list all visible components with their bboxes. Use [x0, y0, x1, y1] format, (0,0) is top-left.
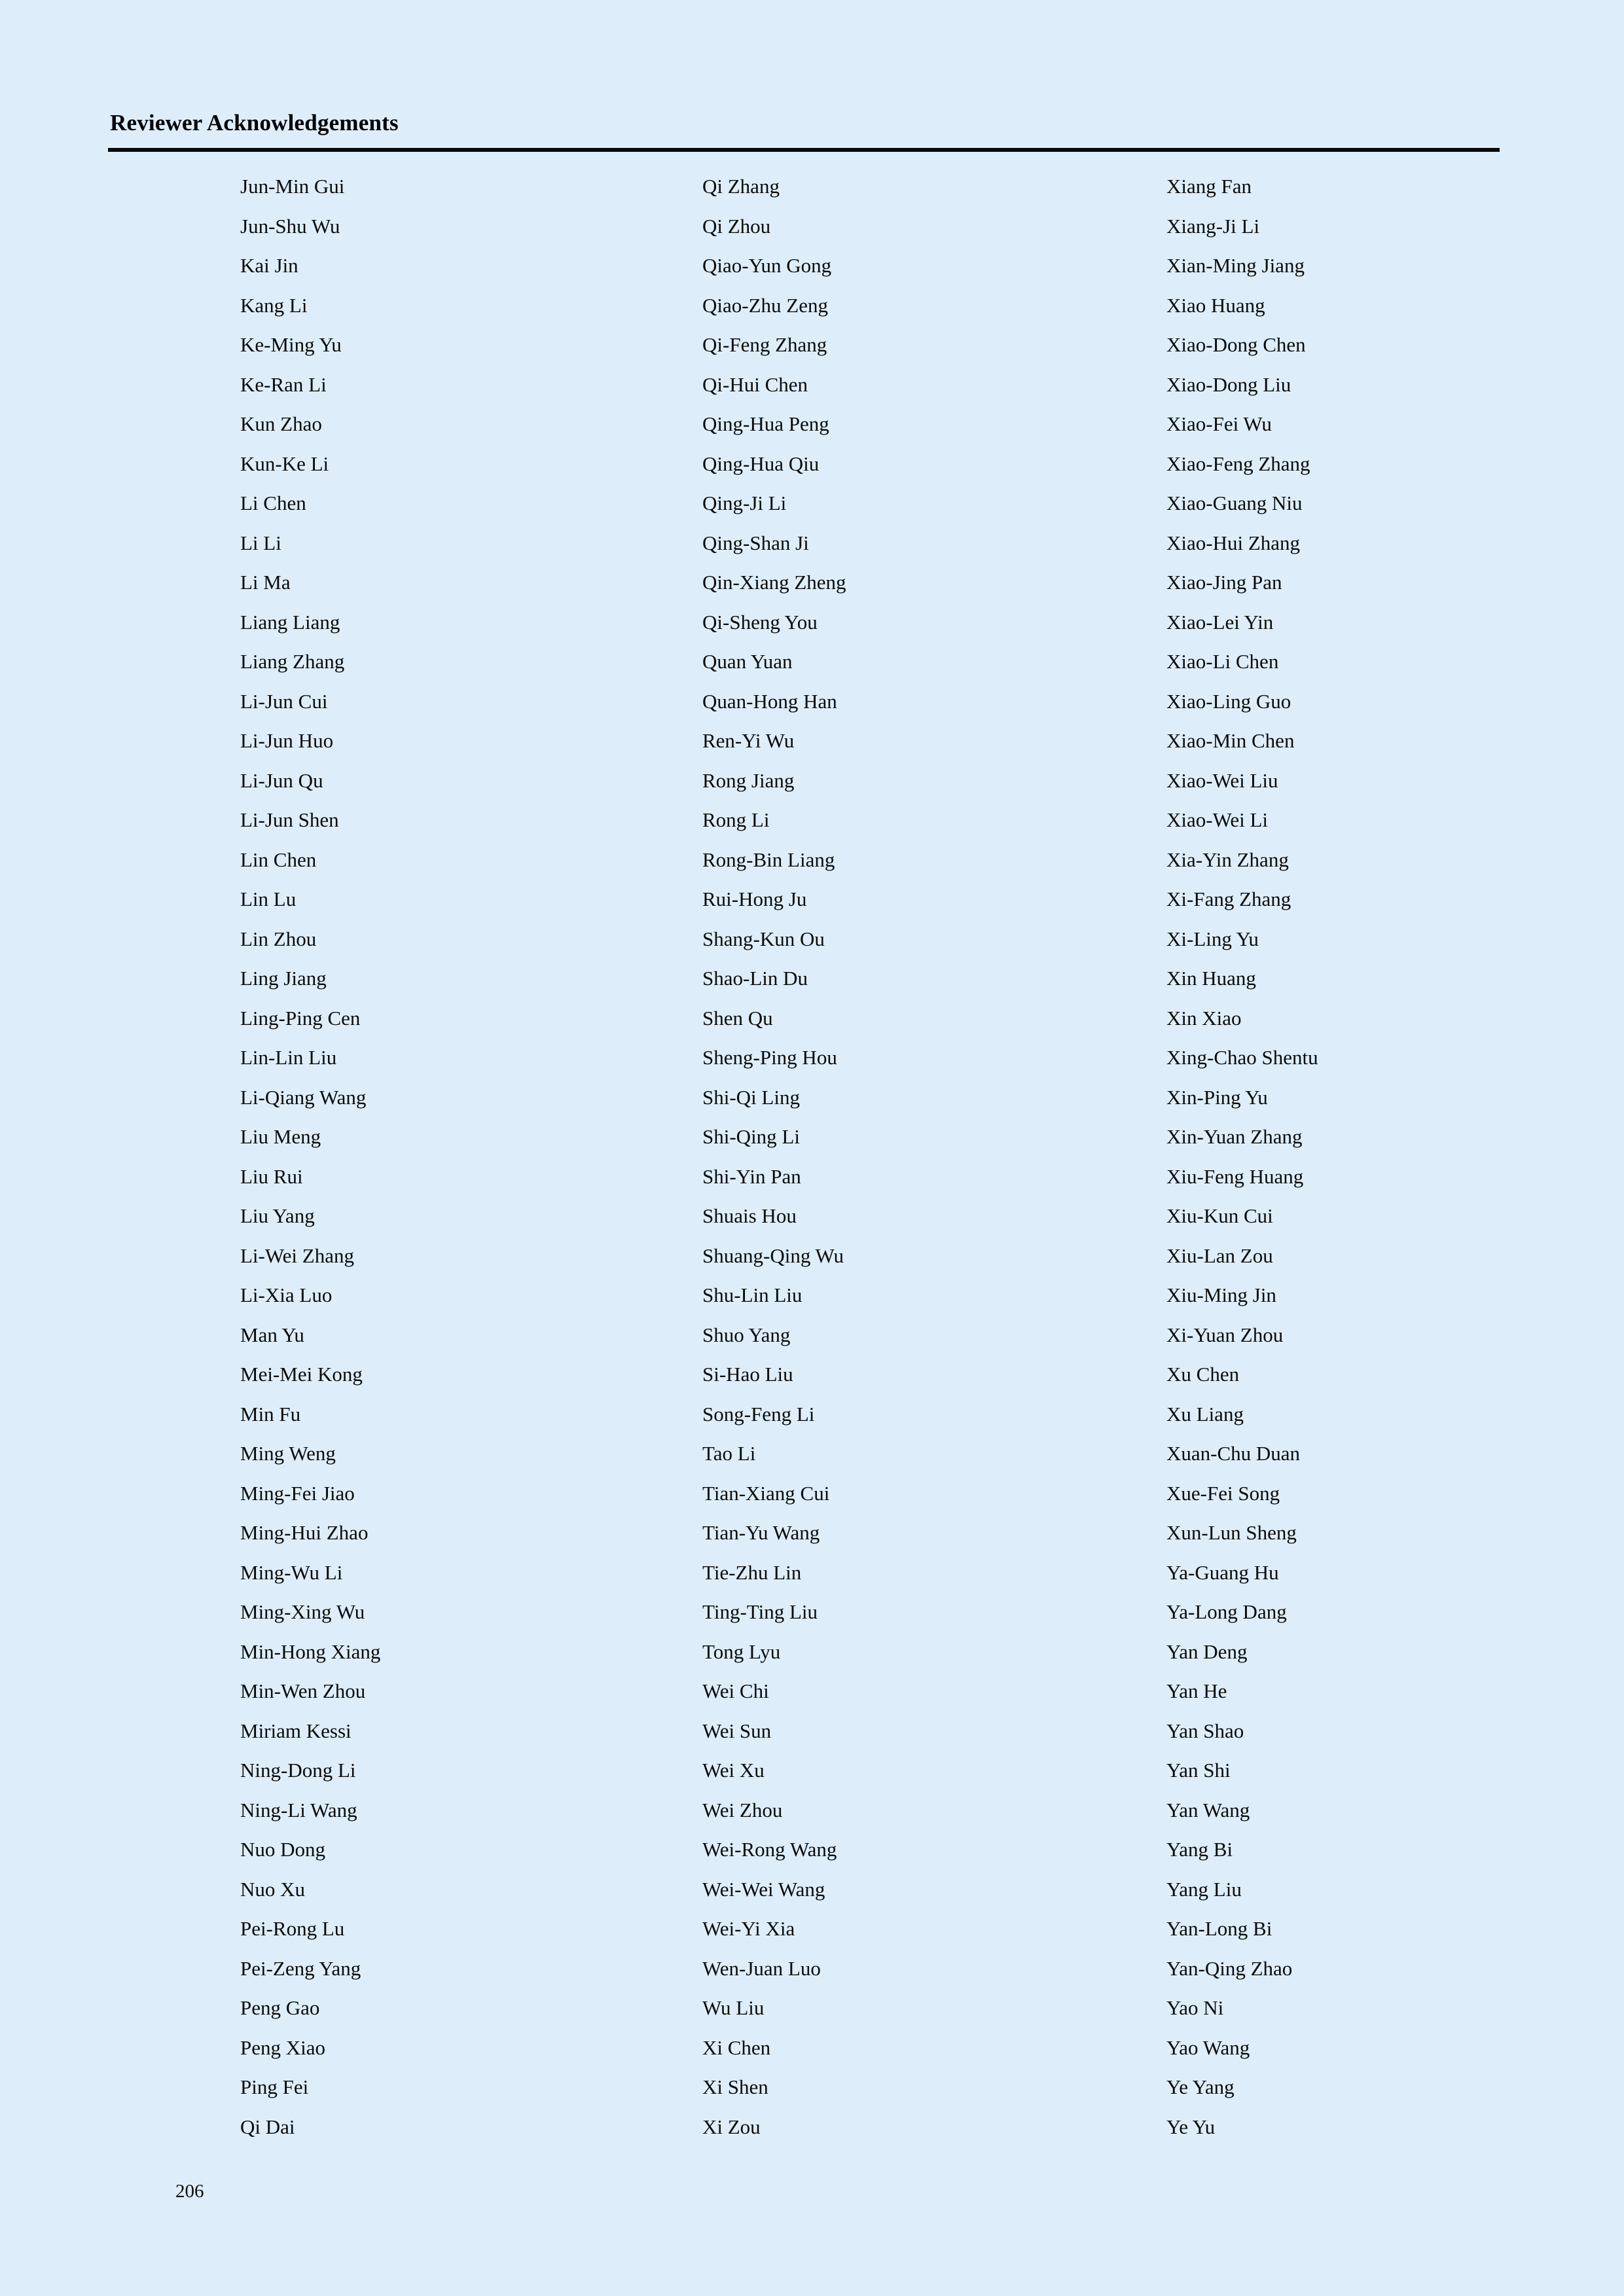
reviewer-name: Ming Weng: [240, 1442, 336, 1465]
reviewer-name: Si-Hao Liu: [702, 1363, 793, 1386]
reviewer-name: Yan Shao: [1166, 1719, 1244, 1742]
reviewer-name: Lin Lu: [240, 888, 297, 910]
reviewer-name: Yan He: [1166, 1679, 1227, 1702]
reviewer-name: Shuais Hou: [702, 1204, 797, 1227]
reviewer-name: Yan Wang: [1166, 1798, 1250, 1821]
reviewer-name: Tie-Zhu Lin: [702, 1560, 802, 1584]
reviewer-name: Wei Chi: [702, 1679, 769, 1702]
reviewer-name: Kun Zhao: [240, 412, 322, 435]
reviewer-name: Yao Ni: [1166, 1996, 1224, 2019]
reviewer-name: Xiao-Min Chen: [1166, 729, 1295, 752]
reviewer-name: Shuo Yang: [702, 1323, 791, 1346]
reviewer-name: Yan Shi: [1166, 1759, 1231, 1782]
reviewer-name: Wei Zhou: [702, 1798, 783, 1821]
reviewer-name: Xi Zou: [702, 2115, 761, 2138]
reviewer-name: Nuo Xu: [240, 1877, 306, 1901]
reviewer-name: Liu Meng: [240, 1125, 321, 1148]
reviewer-name: Xin-Ping Yu: [1166, 1085, 1268, 1109]
reviewer-name: Rui-Hong Ju: [702, 888, 807, 910]
reviewer-name: Xiao-Wei Li: [1166, 808, 1269, 831]
reviewer-name: Xiao Huang: [1166, 293, 1265, 317]
reviewer-name: Xi Chen: [702, 2036, 771, 2059]
reviewer-name: Qi Zhou: [702, 214, 771, 238]
reviewer-name: Liang Zhang: [240, 650, 345, 673]
reviewer-name: Liu Rui: [240, 1164, 303, 1188]
reviewer-name: Min-Wen Zhou: [240, 1679, 366, 1702]
reviewer-name: Xiao-Lei Yin: [1166, 610, 1274, 634]
reviewer-name: Ya-Long Dang: [1166, 1600, 1287, 1623]
reviewer-name: Xin Huang: [1166, 967, 1256, 990]
reviewer-name: Li-Jun Huo: [240, 729, 334, 752]
reviewer-name: Wei-Yi Xia: [702, 1917, 795, 1940]
reviewer-name: Yang Liu: [1166, 1877, 1242, 1901]
reviewer-name: Ming-Xing Wu: [240, 1600, 365, 1623]
reviewer-name: Qing-Ji Li: [702, 492, 787, 514]
reviewer-name: Yan-Long Bi: [1166, 1917, 1272, 1940]
reviewer-name: Jun-Shu Wu: [240, 214, 340, 238]
reviewer-name: Li-Wei Zhang: [240, 1244, 354, 1267]
reviewer-name: Xiang-Ji Li: [1166, 214, 1260, 238]
reviewer-name: Rong-Bin Liang: [702, 848, 835, 871]
reviewer-name: Pei-Zeng Yang: [240, 1956, 361, 1980]
reviewer-name: Tao Li: [702, 1442, 756, 1465]
reviewer-name: Qing-Hua Qiu: [702, 452, 820, 475]
reviewer-name: Xiu-Lan Zou: [1166, 1244, 1273, 1267]
reviewer-name: Xi Shen: [702, 2075, 768, 2098]
reviewer-name: Qi-Feng Zhang: [702, 333, 827, 356]
reviewer-name: Ming-Fei Jiao: [240, 1481, 355, 1505]
reviewer-name: Ming-Hui Zhao: [240, 1521, 369, 1544]
reviewer-name: Ning-Li Wang: [240, 1798, 357, 1821]
reviewer-name: Yan Deng: [1166, 1640, 1248, 1663]
reviewer-name: Tian-Xiang Cui: [702, 1481, 830, 1505]
reviewer-name: Xin-Yuan Zhang: [1166, 1125, 1303, 1148]
reviewer-name: Nuo Dong: [240, 1838, 326, 1861]
reviewer-name: Xiao-Fei Wu: [1166, 412, 1272, 435]
reviewer-name: Li Ma: [240, 571, 291, 594]
reviewer-name: Qi-Hui Chen: [702, 372, 808, 396]
reviewer-name: Qing-Shan Ji: [702, 531, 809, 554]
reviewer-name: Quan-Hong Han: [702, 689, 837, 713]
reviewer-name: Sheng-Ping Hou: [702, 1046, 837, 1069]
reviewer-name: Lin Chen: [240, 848, 317, 871]
reviewer-name: Xiao-Wei Liu: [1166, 768, 1278, 792]
reviewer-name: Qiao-Zhu Zeng: [702, 293, 828, 317]
reviewer-name: Miriam Kessi: [240, 1719, 352, 1742]
reviewer-name: Xian-Ming Jiang: [1166, 254, 1305, 277]
reviewer-name: Pei-Rong Lu: [240, 1917, 345, 1940]
reviewer-name: Xiu-Kun Cui: [1166, 1204, 1273, 1227]
page-number: 206: [175, 2181, 204, 2202]
reviewer-name: Tong Lyu: [702, 1640, 781, 1663]
reviewer-name: Kai Jin: [240, 254, 298, 277]
name-column-1: [240, 167, 698, 2147]
reviewer-name: Shi-Qi Ling: [702, 1085, 800, 1109]
reviewer-name: Ye Yu: [1166, 2115, 1216, 2138]
reviewer-name: Peng Xiao: [240, 2036, 326, 2059]
reviewer-name: Xu Chen: [1166, 1363, 1240, 1386]
reviewer-name: Ke-Ran Li: [240, 372, 327, 396]
reviewer-name: Ke-Ming Yu: [240, 333, 342, 356]
reviewer-name: Yang Bi: [1166, 1838, 1233, 1861]
reviewer-name: Xu Liang: [1166, 1402, 1244, 1426]
reviewer-name: Liang Liang: [240, 610, 340, 634]
reviewer-name: Jun-Min Gui: [240, 175, 345, 198]
reviewer-name: Wei Sun: [702, 1719, 772, 1742]
reviewer-name: Xiao-Feng Zhang: [1166, 452, 1310, 475]
reviewer-name: Yao Wang: [1166, 2036, 1250, 2059]
reviewer-name: Qing-Hua Peng: [702, 412, 829, 435]
reviewer-name: Xiao-Ling Guo: [1166, 689, 1291, 713]
reviewer-name: Ling-Ping Cen: [240, 1006, 361, 1030]
reviewer-name: Li-Jun Qu: [240, 768, 323, 792]
reviewer-name: Ya-Guang Hu: [1166, 1560, 1279, 1584]
reviewer-name: Xun-Lun Sheng: [1166, 1521, 1297, 1544]
reviewer-name: Lin-Lin Liu: [240, 1046, 337, 1069]
reviewer-name: Xi-Ling Yu: [1166, 927, 1259, 950]
reviewer-name: Shen Qu: [702, 1006, 773, 1030]
reviewer-name: Rong Li: [702, 808, 770, 831]
reviewer-name: Shi-Yin Pan: [702, 1164, 801, 1188]
reviewer-name: Tian-Yu Wang: [702, 1521, 820, 1544]
reviewer-name: Shu-Lin Liu: [702, 1283, 803, 1306]
reviewer-name: Xiao-Dong Liu: [1166, 372, 1291, 396]
reviewer-name: Quan Yuan: [702, 650, 793, 673]
reviewer-name: Shi-Qing Li: [702, 1125, 800, 1148]
reviewer-name: Xiu-Ming Jin: [1166, 1283, 1276, 1306]
reviewer-name: Wei-Wei Wang: [702, 1877, 825, 1901]
reviewer-name: Ning-Dong Li: [240, 1759, 356, 1782]
reviewer-name: Qi Dai: [240, 2115, 295, 2138]
reviewer-name: Qin-Xiang Zheng: [702, 571, 846, 594]
reviewer-name: Wei-Rong Wang: [702, 1838, 837, 1861]
reviewer-name: Xiao-Guang Niu: [1166, 492, 1303, 514]
reviewer-name: Ye Yang: [1166, 2075, 1235, 2098]
header-divider-rule: [108, 148, 1500, 152]
reviewer-name: Ling Jiang: [240, 967, 327, 990]
reviewer-name: Qi-Sheng You: [702, 610, 818, 634]
reviewer-name: Xiao-Hui Zhang: [1166, 531, 1301, 554]
reviewer-name: Li-Jun Cui: [240, 689, 328, 713]
reviewer-name: Xue-Fei Song: [1166, 1481, 1280, 1505]
reviewer-name: Li Chen: [240, 492, 306, 514]
reviewer-name: Li Li: [240, 531, 281, 554]
reviewer-name: Man Yu: [240, 1323, 304, 1346]
reviewer-name: Ming-Wu Li: [240, 1560, 343, 1584]
reviewer-name: Qiao-Yun Gong: [702, 254, 832, 277]
reviewer-name: Xi-Fang Zhang: [1166, 888, 1291, 910]
reviewer-name: Wu Liu: [702, 1996, 765, 2019]
reviewer-name: Xia-Yin Zhang: [1166, 848, 1289, 871]
reviewer-name: Ping Fei: [240, 2075, 309, 2098]
reviewer-name: Yan-Qing Zhao: [1166, 1956, 1293, 1980]
reviewer-name: Rong Jiang: [702, 768, 795, 792]
reviewer-name: Wei Xu: [702, 1759, 765, 1782]
reviewer-name: Li-Jun Shen: [240, 808, 339, 831]
reviewer-name: Xi-Yuan Zhou: [1166, 1323, 1284, 1346]
reviewer-name: Xiang Fan: [1166, 175, 1252, 198]
reviewer-name: Shang-Kun Ou: [702, 927, 825, 950]
reviewer-name: Li-Xia Luo: [240, 1283, 333, 1306]
reviewer-name: Xiu-Feng Huang: [1166, 1164, 1304, 1188]
reviewer-name: Xiao-Li Chen: [1166, 650, 1279, 673]
reviewer-name: Ren-Yi Wu: [702, 729, 795, 752]
page-title: Reviewer Acknowledgements: [110, 110, 399, 135]
reviewer-name: Peng Gao: [240, 1996, 320, 2019]
reviewer-name: Xuan-Chu Duan: [1166, 1442, 1301, 1465]
name-column-2: [702, 167, 1161, 2147]
reviewer-name: Xin Xiao: [1166, 1006, 1242, 1030]
reviewer-name: Xiao-Jing Pan: [1166, 571, 1282, 594]
reviewer-name: Mei-Mei Kong: [240, 1363, 363, 1386]
reviewer-name: Li-Qiang Wang: [240, 1085, 367, 1109]
reviewer-name: Min Fu: [240, 1402, 301, 1426]
reviewer-name: Shao-Lin Du: [702, 967, 808, 990]
reviewer-name: Liu Yang: [240, 1204, 315, 1227]
reviewer-name: Xiao-Dong Chen: [1166, 333, 1306, 356]
reviewer-name: Qi Zhang: [702, 175, 780, 198]
reviewer-name: Song-Feng Li: [702, 1402, 815, 1426]
reviewer-name: Ting-Ting Liu: [702, 1600, 818, 1623]
reviewer-name: Min-Hong Xiang: [240, 1640, 381, 1663]
name-column-3: [1166, 167, 1624, 2147]
reviewer-name: Kun-Ke Li: [240, 452, 329, 475]
reviewer-name: Wen-Juan Luo: [702, 1956, 821, 1980]
reviewer-name: Kang Li: [240, 293, 308, 317]
reviewer-name: Lin Zhou: [240, 927, 317, 950]
reviewer-name: Shuang-Qing Wu: [702, 1244, 844, 1267]
reviewer-name: Xing-Chao Shentu: [1166, 1046, 1318, 1069]
